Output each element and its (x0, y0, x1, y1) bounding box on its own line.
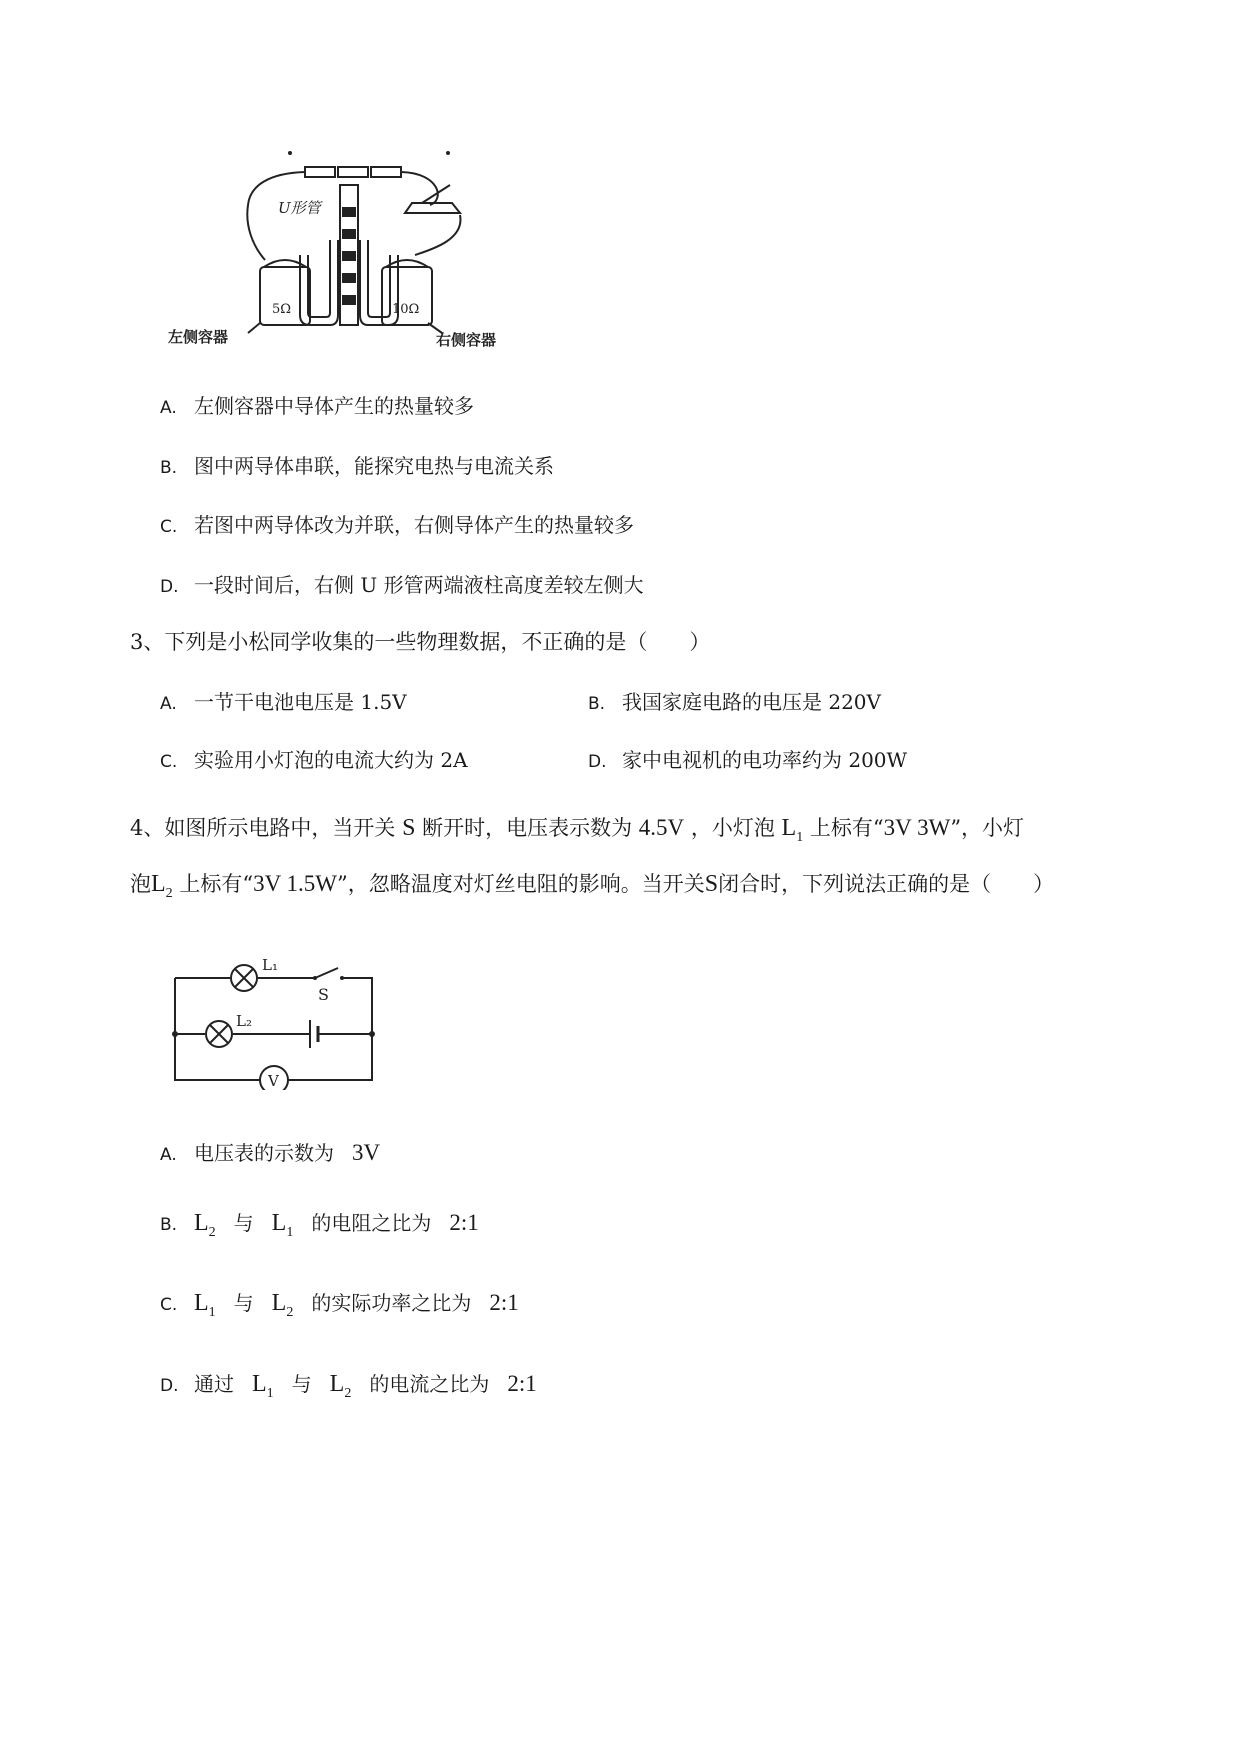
option-label: C. (160, 517, 178, 537)
option-label: D. (588, 752, 607, 772)
option-text: 一段时间后，右侧 U 形管两端液柱高度差较左侧大 (194, 573, 644, 597)
right-resistance-label: 10Ω (392, 302, 420, 317)
option-label: D. (160, 577, 179, 597)
left-resistance-label: 5Ω (272, 302, 292, 317)
q2-option-d (160, 571, 644, 601)
option-label: A. (160, 694, 177, 714)
q3-option-c (160, 746, 468, 776)
option-text: 图中两导体串联，能探究电热与电流关系 (194, 454, 554, 478)
switch-label: S (318, 985, 329, 1004)
right-container-caption: 右侧容器 (436, 331, 497, 349)
option-text: 若图中两导体改为并联，右侧导体产生的热量较多 (194, 513, 634, 537)
option-text: 左侧容器中导体产生的热量较多 (194, 394, 474, 418)
option-label: B. (160, 458, 178, 478)
l1-label: L₁ (262, 956, 278, 974)
q4-option-a: A. 电压表的示数为 3V (160, 1139, 380, 1169)
option-text: 我国家庭电路的电压是 220V (622, 690, 881, 714)
q2-option-b (160, 452, 554, 482)
tube-label: U形管 (278, 199, 321, 217)
q3-option-d (588, 746, 907, 776)
q4-option-c: C. $L_1$ 与 $L_2$ 的实际功率之比为 2:1 (160, 1290, 519, 1320)
option-text: 实验用小灯泡的电流大约为 2A (194, 748, 468, 772)
option-label: A. (160, 398, 177, 418)
circuit-diagram-figure (160, 950, 390, 1090)
option-text: 家中电视机的电功率约为 200W (622, 748, 908, 772)
q3-stem: 3、下列是小松同学收集的一些物理数据，不正确的是（ ） (130, 630, 711, 654)
q4-option-b: B. $L_2$ 与 $L_1$ 的电阻之比为 2:1 (160, 1210, 479, 1240)
q3-option-b (588, 688, 881, 718)
option-label: C. (160, 752, 178, 772)
option-label: A. (160, 1145, 177, 1165)
q4-option-d: D. 通过 $L_1$ 与 $L_2$ 的电流之比为 2:1 (160, 1371, 537, 1401)
q3-option-a (160, 688, 407, 718)
left-container-caption: 左侧容器 (168, 328, 229, 346)
option-label: D. (160, 1376, 179, 1396)
u-tube-apparatus-figure (160, 145, 560, 385)
q2-option-a (160, 392, 474, 422)
option-label: C. (160, 1295, 178, 1315)
option-label: B. (588, 694, 606, 714)
voltmeter-label: V (268, 1072, 279, 1090)
q2-option-c (160, 511, 634, 541)
l2-label: L₂ (236, 1012, 252, 1030)
q4-stem-line1: 4、如图所示电路中，当开关 S 断开时，电压表示数为 4.5V ，小灯泡 $L_1$ 上标有“3V 3W”，小灯 (130, 815, 1025, 845)
option-text: 一节干电池电压是 1.5V (194, 690, 407, 714)
option-label: B. (160, 1215, 178, 1235)
q4-stem-line2: 泡$L_2$ 上标有“3V 1.5W”，忽略温度对灯丝电阻的影响。当开关S闭合时，下列说法正确的是（ ） (130, 871, 1055, 901)
